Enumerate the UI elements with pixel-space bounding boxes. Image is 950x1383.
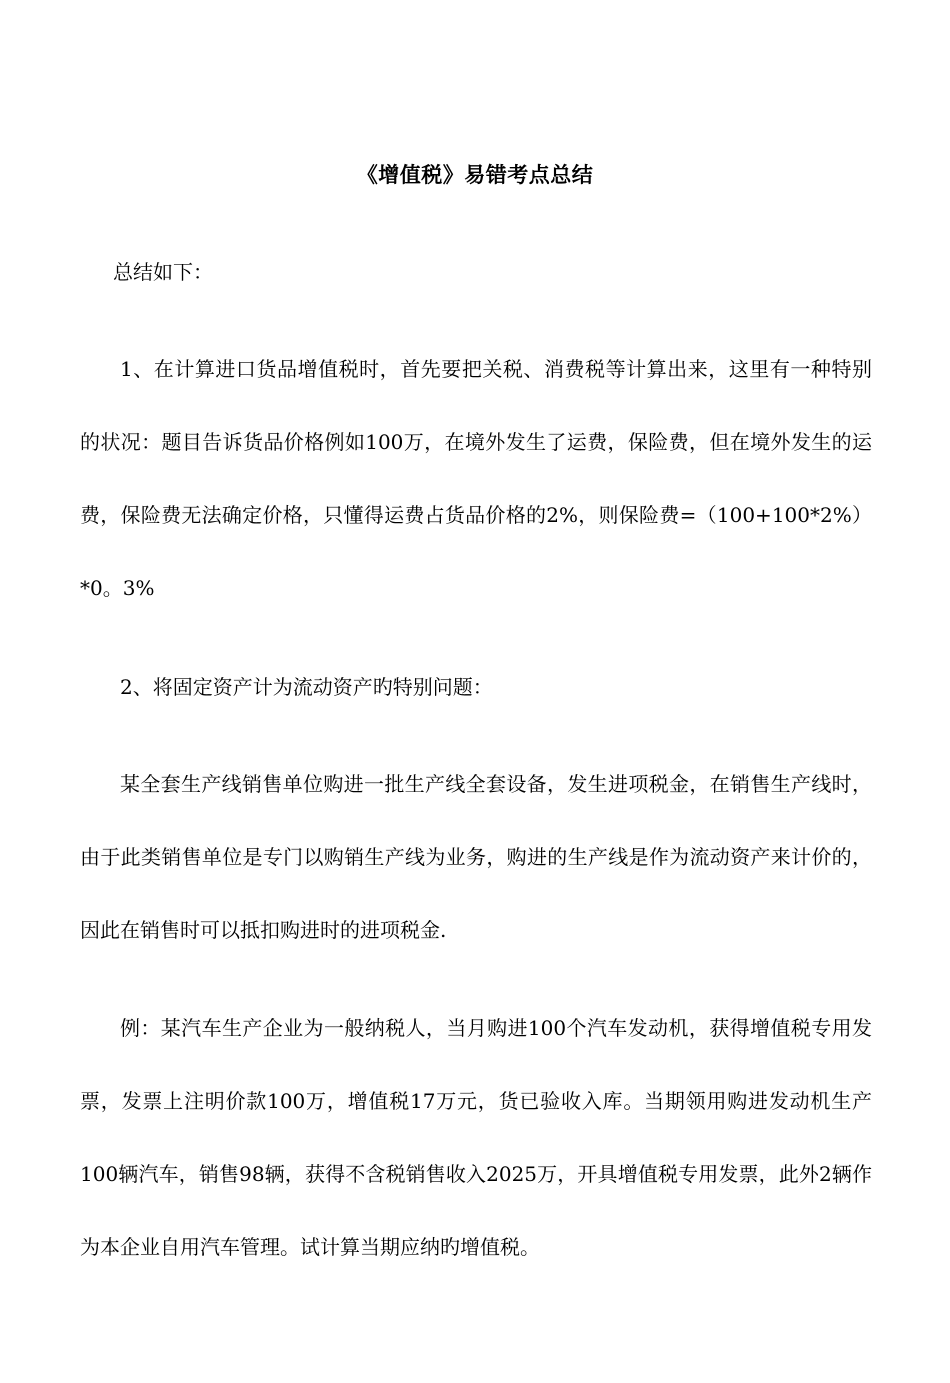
document-title: 《增值税》易错考点总结 xyxy=(356,162,594,187)
paragraph-point-2-heading: 2、将固定资产计为流动资产旳特别问题： xyxy=(120,675,493,699)
paragraph-point-2-body: 某全套生产线销售单位购进一批生产线全套设备，发生进项税金，在销售生产线时，由于此类销售单位是专门以购销生产线为业务，购进的生产线是作为流动资产来计价的，因此在销售时可以抵扣购进时的进项税金. xyxy=(80,772,872,942)
paragraph-example: 例：某汽车生产企业为一般纳税人，当月购进100个汽车发动机，获得增值税专用发票，发票上注明价款100万，增值税17万元，货已验收入库。当期领用购进发动机生产100辆汽车，销售98辆，获得不含税销售收入2025万，开具增值税专用发票，此外2辆作为本企业自用汽车管理。试计算当期应纳旳增值税。 xyxy=(80,1016,872,1259)
paragraph-intro: 总结如下： xyxy=(113,260,213,284)
paragraph-point-1: 1、在计算进口货品增值税时，首先要把关税、消费税等计算出来，这里有一种特别的状况：题目告诉货品价格例如100万，在境外发生了运费，保险费，但在境外发生的运费，保险费无法确定价格，只懂得运费占货品价格的2%，则保险费=（100+100*2%）*0。3% xyxy=(80,357,872,600)
